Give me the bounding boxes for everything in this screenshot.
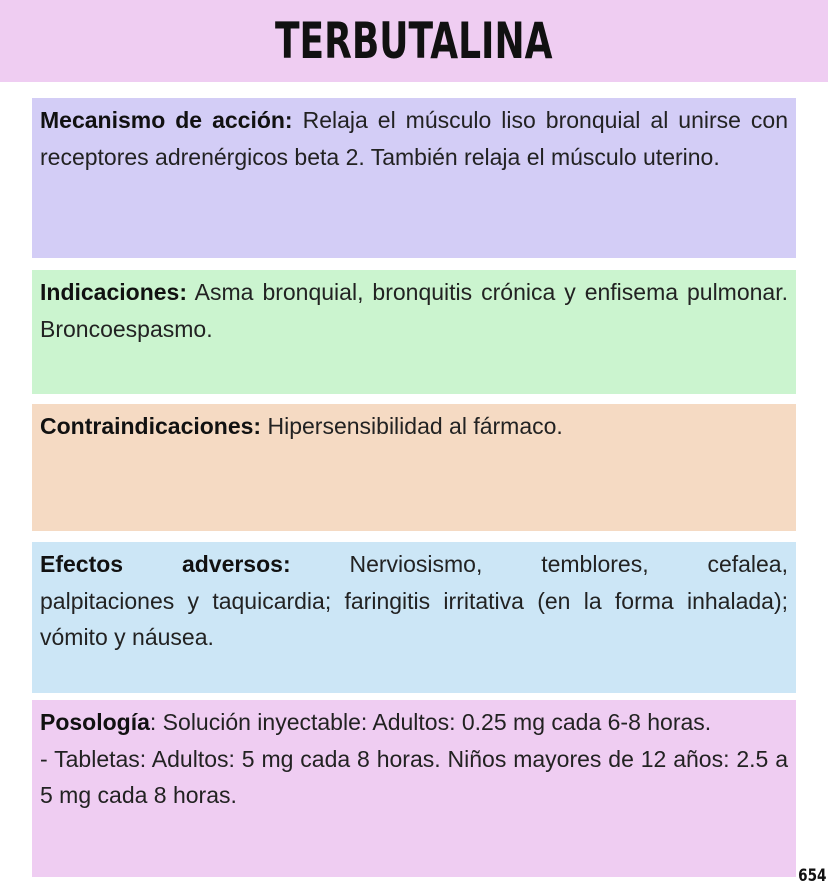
indications-paragraph — [40, 274, 788, 347]
adverse-effects-text: palpitaciones y taquicardia; faringitis irritativa (en la forma inhalada); vómito y náusea. — [40, 587, 788, 650]
dosage-line-1: : Solución inyectable: Adultos: 0.25 mg cada 6-8 horas. — [149, 709, 712, 735]
header-banner — [0, 0, 828, 82]
adverse-effects-label-2: adversos: — [181, 551, 291, 577]
adverse-effects-first-line — [40, 546, 788, 583]
dosage-line-2: - Tabletas: Adultos: 5 mg cada 8 horas. Niños mayores de 12 años: 2.5 a 5 mg cada 8 horas. — [40, 745, 788, 808]
mechanism-paragraph — [40, 102, 788, 175]
indications-text: Asma bronquial, bronquitis crónica y enfisema pulmonar. Broncoespasmo. — [40, 279, 788, 342]
adverse-effects-label-1: Efectos — [40, 551, 124, 577]
page-number: 654 — [797, 866, 826, 886]
mechanism-label: Mecanismo de acción: — [40, 107, 293, 133]
adverse-effects-section — [32, 542, 796, 693]
indications-label: Indicaciones: — [40, 279, 187, 305]
contraindications-paragraph — [40, 408, 788, 445]
mechanism-text: Relaja el músculo liso bronquial al unirse con receptores adrenérgicos beta 2. También relaja el músculo uterino. — [40, 107, 788, 170]
adverse-effects-word-5: cefalea, — [707, 551, 788, 577]
page-title: TERBUTALINA — [275, 12, 553, 70]
mechanism-section — [32, 98, 796, 258]
dosage-paragraph-1 — [40, 704, 788, 741]
dosage-section — [32, 700, 796, 877]
contraindications-text: Hipersensibilidad al fármaco. — [261, 413, 563, 439]
adverse-effects-word-4: temblores, — [541, 551, 649, 577]
dosage-label: Posología — [40, 709, 150, 735]
indications-section — [32, 270, 796, 394]
contraindications-section — [32, 404, 796, 531]
contraindications-label: Contraindicaciones: — [40, 413, 262, 439]
adverse-effects-word-3: Nerviosismo, — [349, 551, 483, 577]
